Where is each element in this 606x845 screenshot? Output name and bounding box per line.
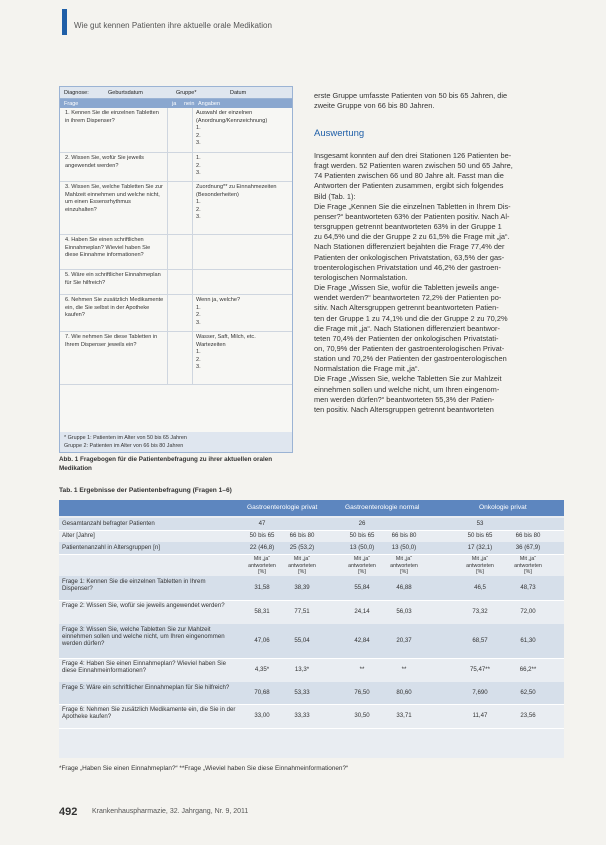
question-text: 6. Nehmen Sie zusätzlich Medikamente ein, die Sie selbst in der Apotheke kaufen? (60, 295, 168, 331)
table-cell: 55,84 (354, 584, 370, 591)
answer-checkbox-cell (168, 153, 193, 181)
text-line: Patienten der onkologischen Privatstation, 63,5% der gas- (314, 252, 505, 262)
row-label: Frage 4: Haben Sie einen Einnahmeplan? Wieviel haben Sie diese Einnahmeinformationen? (62, 660, 226, 675)
text-line: Insgesamt konnten auf den drei Stationen 126 Patienten be- (314, 151, 512, 160)
text-line: die Frage mit „ja“. Nach Stationen differenziert beantwor- (314, 323, 500, 333)
table-cell: 13 (50,0) (349, 544, 375, 551)
answer-checkbox-cell (168, 270, 193, 294)
table-cell: 11,47 (472, 712, 488, 719)
table-cell: 66 bis 80 (289, 532, 315, 539)
answer-line: 3. (196, 170, 201, 176)
text-line: ten positiv. Nach Altersgruppen getrennt beantworteten (314, 404, 494, 414)
table-cell: 26 (358, 520, 366, 527)
column-header: Mit „ja“ antworteten [%] (514, 556, 542, 575)
text-line: Die Frage „Wissen Sie, wofür die Tabletten jeweils ange- (314, 283, 500, 293)
answer-line: 1. (196, 304, 201, 311)
text-line: station und 70,2% der Patienten der gastroenterologischen (314, 354, 507, 364)
questionnaire-header (60, 87, 292, 99)
questionnaire-row (60, 235, 292, 270)
questionnaire-figure (59, 86, 293, 453)
intro-text (314, 91, 564, 111)
row-label: Patientenanzahl in Altersgruppen [n] (62, 544, 160, 551)
row-label: Alter [Jahre] (62, 532, 95, 539)
text-line: men werden dürfen?“ beantworteten 55,3% der Patien- (314, 394, 495, 404)
table-cell: 53,33 (294, 689, 310, 696)
question-text: 5. Wäre ein schriftlicher Einnahmeplan für Sie hilfreich? (60, 270, 168, 294)
row-label: Frage 6: Nehmen Sie zusätzlich Medikamente ein, die Sie in der Apotheke kaufen? (62, 706, 236, 721)
answer-line: 1. (196, 125, 201, 131)
table-caption: Tab. 1 Ergebnisse der Patientenbefragung (Fragen 1–6) (59, 487, 232, 494)
answer-line: 1. (196, 199, 201, 205)
table-cell: 36 (67,9) (515, 544, 541, 551)
answer-line: 2. (196, 162, 201, 169)
section-title: Auswertung (314, 128, 365, 139)
table-row (59, 576, 564, 601)
row-label: Frage 2: Wissen Sie, wofür sie jeweils angewendet werden? (62, 602, 225, 609)
questionnaire-subheader (60, 99, 292, 108)
text-line: Nach Stationen differenziert bejahten die Frage 77,4% der (314, 242, 505, 252)
table-cell: 33,00 (254, 712, 270, 719)
questionnaire-row (60, 270, 292, 295)
answer-line: 2. (196, 356, 201, 363)
table-cell: 80,60 (396, 689, 412, 696)
text-line: zweite Gruppe von 66 bis 80 Jahren. (314, 101, 435, 111)
table-cell: 50 bis 65 (349, 532, 375, 539)
text-line: troenterologischen Privatstation und 46,2% der gastroen- (314, 262, 501, 272)
column-header: Mit „ja“ antworteten [%] (248, 556, 276, 575)
question-text: 2. Wissen Sie, wofür Sie jeweils angewendet werden? (60, 153, 168, 181)
answer-line: 1. (196, 349, 201, 355)
table-cell: 66 bis 80 (391, 532, 417, 539)
text-line: sitiv. Nach Altersgruppen getrennt beantworteten Patien- (314, 303, 499, 313)
table-cell: 47 (258, 520, 266, 527)
text-line: Die Frage „Wissen Sie, welche Tabletten Sie zur Mahlzeit (314, 374, 502, 384)
answer-details (193, 153, 292, 181)
text-line: Normalstation die Frage mit „ja“. (314, 364, 420, 374)
table-cell: 33,71 (396, 712, 412, 719)
table-cell: 38,39 (294, 584, 310, 591)
text-line: fragt werden. 52 Patienten waren zwischen 50 und 65 Jahre, (314, 161, 513, 171)
text-line: einnehmen sollen und welche nicht, um Ihren eingenom- (314, 384, 500, 394)
table-row (59, 600, 564, 625)
table-row (59, 658, 564, 683)
table-cell: 66 bis 80 (515, 532, 541, 539)
answer-details (193, 235, 292, 269)
header-cell: Gruppe* (176, 89, 197, 96)
answer-line: 2. (196, 206, 201, 213)
table-cell: ** (401, 666, 407, 673)
table-cell: 70,68 (254, 689, 270, 696)
table-cell: 7,690 (472, 689, 488, 696)
table-cell: 17 (32,1) (467, 544, 493, 551)
answer-checkbox-cell (168, 108, 193, 152)
answer-line: 3. (196, 140, 201, 146)
answer-details (193, 182, 292, 234)
table-cell: ** (359, 666, 365, 673)
questionnaire-row (60, 182, 292, 235)
table-cell: 25 (53,2) (289, 544, 315, 551)
text-line: Antworten der Patienten zusammen, ergibt sich folgendes (314, 181, 504, 191)
answer-details (193, 108, 292, 152)
table-cell: 68,57 (472, 637, 488, 644)
answer-line: (Besonderheiten) (196, 191, 239, 198)
table-cell: 53 (476, 520, 484, 527)
answer-checkbox-cell (168, 182, 193, 234)
table-cell: 50 bis 65 (467, 532, 493, 539)
subheader-cell: Angaben (198, 100, 221, 107)
answer-checkbox-cell (168, 235, 193, 269)
table-cell: 58,31 (254, 608, 270, 615)
text-line: erste Gruppe umfasste Patienten von 50 bis 65 Jahren, die (314, 91, 508, 100)
header-cell: Datum (230, 89, 247, 96)
running-head: Wie gut kennen Patienten ihre aktuelle orale Medikation (74, 21, 272, 30)
text-line: teten 70,4% der Patienten der onkologischen Privatstati- (314, 333, 499, 343)
questionnaire-rows (60, 108, 292, 385)
answer-line: Wasser, Saft, Milch, etc. (196, 334, 256, 340)
table-cell: 13,3* (294, 666, 310, 673)
table-row (59, 624, 564, 659)
subheader-cell: ja (172, 100, 177, 107)
station-header: Gastroenterologie privat (247, 504, 318, 511)
column-header: Mit „ja“ antworteten [%] (288, 556, 316, 575)
question-text: 7. Wie nehmen Sie diese Tabletten in Ihrem Dispenser jeweils ein? (60, 332, 168, 384)
text-line: Bild (Tab. 1): (314, 191, 356, 201)
table-cell: 33,33 (294, 712, 310, 719)
body-text (314, 151, 564, 415)
table-cell: 46,88 (396, 584, 412, 591)
footnote-line: * Gruppe 1: Patienten im Alter von 50 bis 65 Jahren (64, 435, 187, 441)
table-cell: 50 bis 65 (249, 532, 275, 539)
answer-line: Wartezeiten (196, 341, 226, 348)
table-cell: 55,04 (294, 637, 310, 644)
answer-line: 3. (196, 319, 201, 326)
answer-details (193, 295, 292, 331)
table-cell: 24,14 (354, 608, 370, 615)
table-cell: 56,03 (396, 608, 412, 615)
page-number: 492 (59, 806, 78, 818)
text-line: on, 70,9% der Patienten der gastroenterologischen Privat- (314, 343, 505, 353)
questionnaire-row (60, 108, 292, 153)
answer-details (193, 270, 292, 294)
text-line: tersgruppen getrennt beantworteten 63% in der Gruppe 1 (314, 222, 502, 232)
row-label: Frage 5: Wäre ein schriftlicher Einnahmeplan für Sie hilfreich? (62, 684, 230, 691)
row-label: Frage 1: Kennen Sie die einzelnen Tabletten in Ihrem Dispenser? (62, 578, 206, 593)
answer-line: Wenn ja, welche? (196, 297, 241, 303)
column-header: Mit „ja“ antworteten [%] (390, 556, 418, 575)
header-cell: Diagnose: (64, 89, 89, 96)
column-header: Mit „ja“ antworteten [%] (466, 556, 494, 575)
subheader-cell: nein (184, 100, 195, 107)
text-line: zu 64,5% und die der Gruppe 2 zu 61,5% die Frage mit „ja“. (314, 232, 510, 242)
table-cell: 30,50 (354, 712, 370, 719)
answer-checkbox-cell (168, 295, 193, 331)
questionnaire-row (60, 332, 292, 385)
answer-line: 3. (196, 214, 201, 220)
answer-line: Auswahl der einzelnen (196, 110, 253, 116)
table-cell: 76,50 (354, 689, 370, 696)
subheader-cell: Frage (64, 100, 79, 107)
questionnaire-row (60, 153, 292, 182)
table-cell: 48,73 (520, 584, 536, 591)
footnote-line: Gruppe 2: Patienten im Alter von 66 bis 80 Jahren (64, 443, 184, 449)
table-row (59, 704, 564, 729)
table-row (59, 682, 564, 705)
answer-line: 2. (196, 312, 201, 318)
text-line: ten der Gruppe 1 zu 74,1% und die der Gruppe 2 zu 70,2% (314, 313, 508, 323)
text-line: wendet werden?“ beantworteten 72,2% der Patienten po- (314, 293, 502, 303)
question-text: 1. Kennen Sie die einzelnen Tabletten in ihrem Dispenser? (60, 108, 168, 152)
question-text: 4. Haben Sie einen schriftlichen Einnahmeplan? Wieviel haben Sie diese Einnahme informationen? (60, 235, 168, 269)
answer-line: Zuordnung** zu Einnahmezeiten (196, 184, 277, 190)
answer-line: (Anordnung/Kennzeichnung) (196, 117, 268, 124)
table-row (59, 554, 564, 577)
table-cell: 20,37 (396, 637, 412, 644)
row-label: Gesamtanzahl befragter Patienten (62, 520, 155, 527)
table-cell: 77,51 (294, 608, 310, 615)
answer-checkbox-cell (168, 332, 193, 384)
text-line: terologischen Normalstation. (314, 272, 408, 282)
table-cell: 73,32 (472, 608, 488, 615)
table-cell: 62,50 (520, 689, 536, 696)
results-table (59, 500, 564, 758)
questionnaire-row (60, 295, 292, 332)
chapter-marker-bar (62, 9, 67, 35)
table-cell: 47,06 (254, 637, 270, 644)
station-header: Gastroenterologie normal (345, 504, 420, 511)
table-cell: 31,58 (254, 584, 270, 591)
text-line: penser?“ beantworteten 63% der Patienten positiv. Nach Al- (314, 211, 510, 221)
row-label: Frage 3: Wissen Sie, welche Tabletten Sie zur Mahlzeit einnehmen sollen und welche nicht, um Ihren eingenommen werden dürfen? (62, 626, 225, 648)
question-text: 3. Wissen Sie, welche Tabletten Sie zur Mahlzeit einnehmen und welche nicht, um einen Essensrhythmus einzuhalten? (60, 182, 168, 234)
answer-line: 3. (196, 364, 201, 370)
page-meta: Krankenhauspharmazie, 32. Jahrgang, Nr. 9, 2011 (92, 808, 249, 815)
answer-details (193, 332, 292, 384)
station-header: Onkologie privat (479, 504, 527, 511)
figure-caption: Abb. 1 Fragebogen für die Patientenbefragung zu ihrer aktuellen oralen Medikation (59, 456, 273, 472)
column-header: Mit „ja“ antworteten [%] (348, 556, 376, 575)
table-footnote: *Frage „Haben Sie einen Einnahmeplan?“ **Frage „Wieviel haben Sie diese Einnahmeinformationen?“ (59, 765, 349, 772)
table-cell: 46,5 (474, 584, 486, 591)
header-cell: Geburtsdatum (108, 89, 143, 96)
text-line: Die Frage „Kennen Sie die einzelnen Tabletten in Ihrem Dis- (314, 201, 511, 211)
questionnaire-footnote (60, 432, 292, 452)
answer-line: 2. (196, 132, 201, 139)
table-cell: 72,00 (520, 608, 536, 615)
table-cell: 4,35* (254, 666, 270, 673)
table-cell: 61,30 (520, 637, 536, 644)
answer-line: 1. (196, 155, 201, 161)
table-cell: 75,47** (470, 666, 490, 673)
table-cell: 13 (50,0) (391, 544, 417, 551)
table-cell: 23,56 (520, 712, 536, 719)
table-cell: 22 (46,8) (249, 544, 275, 551)
text-line: 74 Patienten zwischen 66 und 80 Jahre alt. Fasst man die (314, 171, 504, 181)
table-header (59, 500, 564, 516)
table-cell: 66,2** (519, 666, 537, 673)
table-cell: 42,84 (354, 637, 370, 644)
